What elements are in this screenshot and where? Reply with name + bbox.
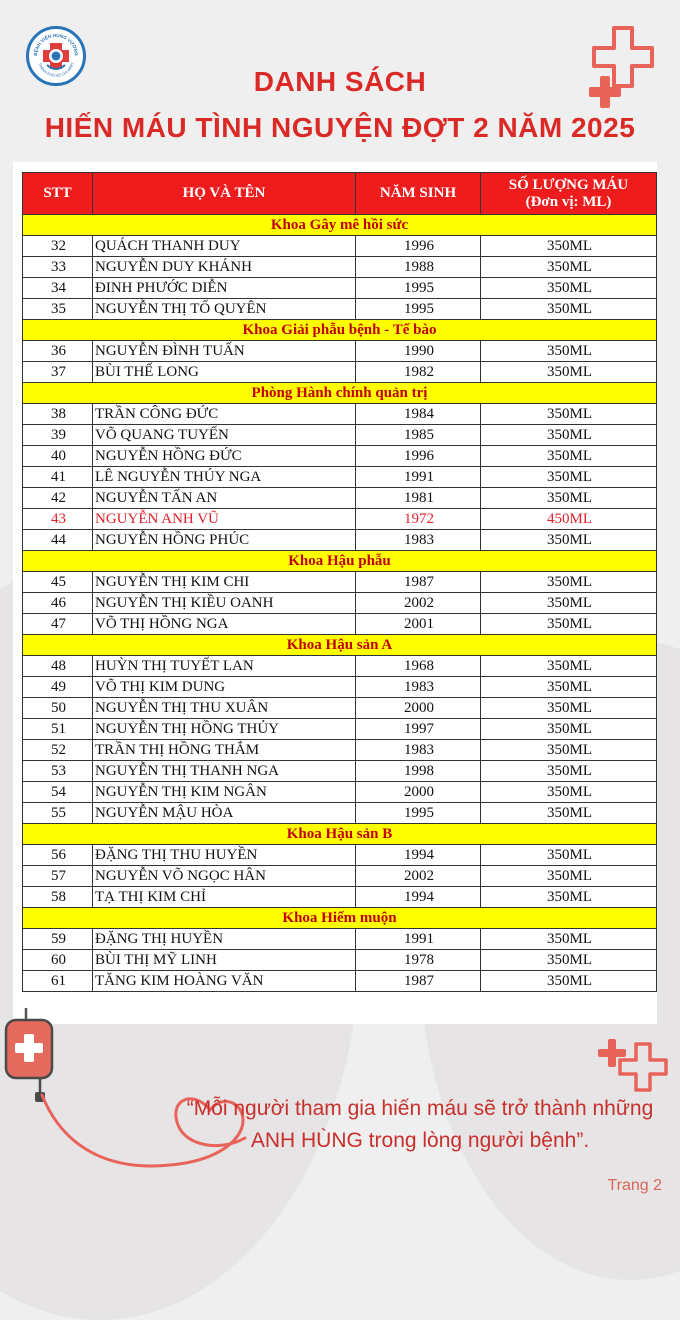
- cell-name: LÊ NGUYỄN THÚY NGA: [93, 467, 356, 488]
- section-row: [23, 551, 657, 572]
- table-row: [23, 257, 657, 278]
- cell-name: NGUYỄN ĐÌNH TUẤN: [93, 341, 356, 362]
- page-number: Trang 2: [607, 1177, 662, 1194]
- cell-amount: 350ML: [481, 236, 657, 257]
- cell-stt: 43: [23, 509, 93, 530]
- cell-amount: 350ML: [481, 572, 657, 593]
- cell-name: VÕ QUANG TUYẾN: [93, 425, 356, 446]
- cell-stt: 38: [23, 404, 93, 425]
- header-amount-label: SỐ LƯỢNG MÁU: [508, 176, 629, 193]
- cell-amount: 350ML: [481, 929, 657, 950]
- cell-name: NGUYỄN THỊ KIM NGÂN: [93, 782, 356, 803]
- cell-stt: 55: [23, 803, 93, 824]
- cell-name: BÙI THỊ MỸ LINH: [93, 950, 356, 971]
- cell-amount: 350ML: [481, 446, 657, 467]
- cell-name: NGUYỄN THỊ THU XUÂN: [93, 698, 356, 719]
- header-stt: STT: [23, 173, 93, 215]
- cell-year: 1983: [356, 530, 481, 551]
- cell-year: 1996: [356, 446, 481, 467]
- table-row: [23, 530, 657, 551]
- table-row: [23, 488, 657, 509]
- cell-amount: 350ML: [481, 341, 657, 362]
- cell-amount: 350ML: [481, 362, 657, 383]
- table-row: [23, 467, 657, 488]
- section-title: Khoa Gây mê hồi sức: [23, 215, 657, 236]
- cell-amount: 350ML: [481, 614, 657, 635]
- cell-year: 1983: [356, 677, 481, 698]
- cell-year: 1995: [356, 803, 481, 824]
- table-row: [23, 677, 657, 698]
- cell-amount: 350ML: [481, 593, 657, 614]
- cell-name: QUÁCH THANH DUY: [93, 236, 356, 257]
- cell-stt: 51: [23, 719, 93, 740]
- section-row: [23, 215, 657, 236]
- cell-name: NGUYỄN HỒNG ĐỨC: [93, 446, 356, 467]
- table-header-row: [23, 173, 657, 215]
- table-row: [23, 761, 657, 782]
- cell-stt: 48: [23, 656, 93, 677]
- cell-name: ĐẶNG THỊ HUYỀN: [93, 929, 356, 950]
- cell-name: HUỲN THỊ TUYẾT LAN: [93, 656, 356, 677]
- cell-amount: 350ML: [481, 845, 657, 866]
- cell-stt: 44: [23, 530, 93, 551]
- cell-name: NGUYỄN ANH VŨ: [93, 509, 356, 530]
- header-amount-unit: (Đơn vị: ML): [525, 193, 612, 210]
- cell-amount: 350ML: [481, 740, 657, 761]
- cell-stt: 42: [23, 488, 93, 509]
- section-title: Khoa Hậu sản B: [23, 824, 657, 845]
- cell-amount: 350ML: [481, 425, 657, 446]
- cell-year: 2000: [356, 698, 481, 719]
- cell-stt: 56: [23, 845, 93, 866]
- cell-year: 1985: [356, 425, 481, 446]
- table-row: [23, 971, 657, 992]
- cell-stt: 39: [23, 425, 93, 446]
- table-row: [23, 866, 657, 887]
- cell-year: 1983: [356, 740, 481, 761]
- cell-year: 1972: [356, 509, 481, 530]
- cell-stt: 34: [23, 278, 93, 299]
- table-row: [23, 803, 657, 824]
- cell-stt: 47: [23, 614, 93, 635]
- cell-amount: 350ML: [481, 761, 657, 782]
- cell-name: ĐẶNG THỊ THU HUYỀN: [93, 845, 356, 866]
- cell-year: 1995: [356, 299, 481, 320]
- table-row: [23, 887, 657, 908]
- cell-stt: 53: [23, 761, 93, 782]
- table-row: [23, 425, 657, 446]
- cell-name: NGUYỄN THỊ TỐ QUYÊN: [93, 299, 356, 320]
- cell-amount: 350ML: [481, 971, 657, 992]
- section-title: Khoa Hiếm muộn: [23, 908, 657, 929]
- cell-name: ĐINH PHƯỚC DIỄN: [93, 278, 356, 299]
- cell-year: 2000: [356, 782, 481, 803]
- cell-year: 1978: [356, 950, 481, 971]
- cell-year: 1996: [356, 236, 481, 257]
- quote-line-2: ANH HÙNG trong lòng người bệnh”.: [250, 1129, 590, 1152]
- cell-amount: 350ML: [481, 719, 657, 740]
- cell-name: NGUYỄN THỊ KIỀU OANH: [93, 593, 356, 614]
- header-amount: [481, 173, 657, 215]
- cell-amount: 350ML: [481, 866, 657, 887]
- cell-name: TRẦN CÔNG ĐỨC: [93, 404, 356, 425]
- header-year: NĂM SINH: [356, 173, 481, 215]
- cell-amount: 350ML: [481, 803, 657, 824]
- plus-solid-icon: [598, 1039, 626, 1067]
- cell-amount: 350ML: [481, 488, 657, 509]
- table-row: [23, 740, 657, 761]
- cell-name: NGUYỄN TẤN AN: [93, 488, 356, 509]
- cell-name: NGUYỄN DUY KHÁNH: [93, 257, 356, 278]
- cell-stt: 60: [23, 950, 93, 971]
- cell-year: 1987: [356, 572, 481, 593]
- table-row: [23, 278, 657, 299]
- cell-stt: 45: [23, 572, 93, 593]
- table-row: [23, 719, 657, 740]
- cell-stt: 58: [23, 887, 93, 908]
- cell-year: 2002: [356, 593, 481, 614]
- cell-year: 1987: [356, 971, 481, 992]
- table-row: [23, 236, 657, 257]
- section-title: Phòng Hành chính quản trị: [23, 383, 657, 404]
- cell-name: NGUYỄN THỊ KIM CHI: [93, 572, 356, 593]
- cell-year: 1984: [356, 404, 481, 425]
- cell-stt: 35: [23, 299, 93, 320]
- cell-amount: 350ML: [481, 257, 657, 278]
- cell-amount: 350ML: [481, 530, 657, 551]
- cell-amount: 350ML: [481, 698, 657, 719]
- cell-year: 1997: [356, 719, 481, 740]
- cell-amount: 350ML: [481, 299, 657, 320]
- cell-amount: 350ML: [481, 782, 657, 803]
- cell-year: 1990: [356, 341, 481, 362]
- cell-name: NGUYỄN THỊ HỒNG THỦY: [93, 719, 356, 740]
- table-row: [23, 950, 657, 971]
- cell-amount: 350ML: [481, 467, 657, 488]
- cell-stt: 52: [23, 740, 93, 761]
- cell-stt: 57: [23, 866, 93, 887]
- cell-year: 1994: [356, 887, 481, 908]
- cell-year: 1991: [356, 467, 481, 488]
- cell-stt: 41: [23, 467, 93, 488]
- table-row: [23, 593, 657, 614]
- table-row: [23, 362, 657, 383]
- cell-year: 1982: [356, 362, 481, 383]
- section-row: [23, 635, 657, 656]
- logo-text-bottom: THÀNH PHỐ HỒ CHÍ MINH: [37, 62, 75, 79]
- cell-stt: 36: [23, 341, 93, 362]
- table-row: [23, 845, 657, 866]
- cell-stt: 33: [23, 257, 93, 278]
- table-row: [23, 656, 657, 677]
- cell-name: NGUYỄN MẬU HÒA: [93, 803, 356, 824]
- cell-amount: 450ML: [481, 509, 657, 530]
- cell-name: NGUYỄN HỒNG PHÚC: [93, 530, 356, 551]
- cell-year: 1994: [356, 845, 481, 866]
- cell-stt: 54: [23, 782, 93, 803]
- cell-name: TĂNG KIM HOÀNG VĂN: [93, 971, 356, 992]
- cell-name: TẠ THỊ KIM CHỈ: [93, 887, 356, 908]
- title-line-2: HIẾN MÁU TÌNH NGUYỆN ĐỢT 2 NĂM 2025: [44, 112, 636, 143]
- table-row: [23, 341, 657, 362]
- cell-year: 1998: [356, 761, 481, 782]
- cell-name: NGUYỄN VÕ NGỌC HÂN: [93, 866, 356, 887]
- table-row: [23, 299, 657, 320]
- section-row: [23, 824, 657, 845]
- table-row: [23, 572, 657, 593]
- section-row: [23, 320, 657, 341]
- section-title: Khoa Giải phẫu bệnh - Tế bào: [23, 320, 657, 341]
- cell-amount: 350ML: [481, 404, 657, 425]
- cell-year: 1968: [356, 656, 481, 677]
- section-title: Khoa Hậu phẫu: [23, 551, 657, 572]
- table-row: [23, 404, 657, 425]
- quote: [170, 1093, 670, 1157]
- cell-year: 2002: [356, 866, 481, 887]
- table-row: [23, 782, 657, 803]
- cell-stt: 59: [23, 929, 93, 950]
- cell-stt: 50: [23, 698, 93, 719]
- table-row: [23, 614, 657, 635]
- cell-amount: 350ML: [481, 677, 657, 698]
- cell-year: 1995: [356, 278, 481, 299]
- section-row: [23, 383, 657, 404]
- cell-amount: 350ML: [481, 887, 657, 908]
- table-row: [23, 446, 657, 467]
- cell-name: NGUYỄN THỊ THANH NGA: [93, 761, 356, 782]
- cell-name: BÙI THẾ LONG: [93, 362, 356, 383]
- cell-year: 2001: [356, 614, 481, 635]
- title-line-1: DANH SÁCH: [253, 66, 427, 97]
- cell-name: VÕ THỊ KIM DUNG: [93, 677, 356, 698]
- cell-amount: 350ML: [481, 950, 657, 971]
- cell-stt: 40: [23, 446, 93, 467]
- donor-table: [22, 172, 657, 992]
- table-row: [23, 509, 657, 530]
- cell-year: 1991: [356, 929, 481, 950]
- logo-text-top: BỆNH VIỆN HÙNG VƯƠNG: [32, 32, 80, 56]
- header-name: HỌ VÀ TÊN: [93, 173, 356, 215]
- cell-stt: 61: [23, 971, 93, 992]
- cell-stt: 46: [23, 593, 93, 614]
- table-row: [23, 698, 657, 719]
- cell-amount: 350ML: [481, 278, 657, 299]
- section-title: Khoa Hậu sản A: [23, 635, 657, 656]
- cell-name: TRẦN THỊ HỒNG THẮM: [93, 740, 356, 761]
- cell-amount: 350ML: [481, 656, 657, 677]
- cell-year: 1988: [356, 257, 481, 278]
- cell-stt: 49: [23, 677, 93, 698]
- cell-stt: 32: [23, 236, 93, 257]
- cell-year: 1981: [356, 488, 481, 509]
- quote-line-1: “Mỗi người tham gia hiến máu sẽ trở thành những: [186, 1097, 654, 1120]
- table-row: [23, 929, 657, 950]
- section-row: [23, 908, 657, 929]
- cell-name: VÕ THỊ HỒNG NGA: [93, 614, 356, 635]
- cell-stt: 37: [23, 362, 93, 383]
